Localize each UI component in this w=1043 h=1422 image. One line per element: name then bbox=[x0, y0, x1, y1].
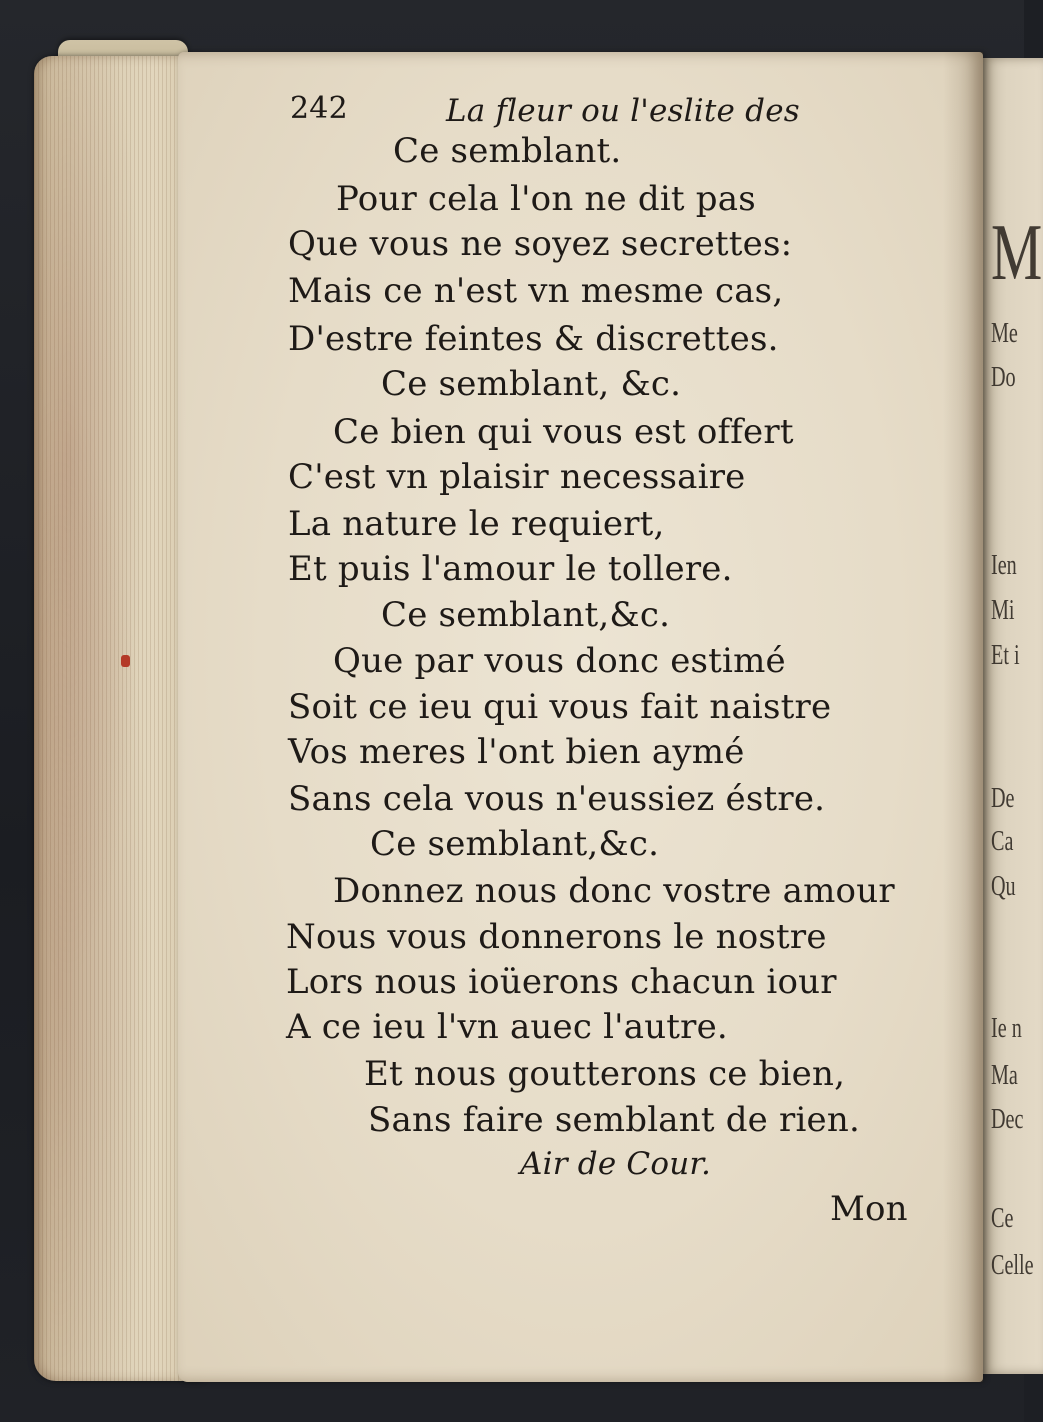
verse-line: Donnez nous donc vostre amour bbox=[333, 871, 895, 911]
book-page bbox=[178, 52, 983, 1382]
verse-line: Mais ce n'est vn mesme cas, bbox=[288, 271, 784, 311]
refrain-line: Ce semblant,&c. bbox=[370, 824, 660, 864]
gutter-shadow bbox=[943, 52, 983, 1382]
facing-page-fragment: Ie n bbox=[991, 1013, 1022, 1044]
facing-page-edge bbox=[983, 58, 1043, 1374]
facing-page-fragment: Dec bbox=[991, 1104, 1024, 1135]
facing-page-fragment: Ien bbox=[991, 550, 1017, 581]
facing-page-fragment: Ce bbox=[991, 1203, 1014, 1234]
verse-line: La nature le requiert, bbox=[288, 504, 665, 544]
verse-line: Ce semblant. bbox=[393, 131, 622, 171]
verse-line: C'est vn plaisir necessaire bbox=[288, 457, 746, 497]
facing-page-fragment: Celle bbox=[991, 1250, 1034, 1281]
refrain-line: Ce semblant,&c. bbox=[381, 595, 671, 635]
verse-line: A ce ieu l'vn auec l'autre. bbox=[286, 1007, 728, 1047]
facing-page-fragment: De bbox=[991, 783, 1015, 814]
catchword: Mon bbox=[830, 1189, 908, 1229]
verse-line: Vos meres l'ont bien aymé bbox=[288, 732, 745, 772]
verse-line: Et nous goutterons ce bien, bbox=[364, 1054, 846, 1094]
verse-line: Lors nous ioüerons chacun iour bbox=[286, 962, 837, 1002]
facing-page-fragment: Mi bbox=[991, 595, 1015, 626]
verse-line: Pour cela l'on ne dit pas bbox=[336, 179, 756, 219]
verse-line: Ce bien qui vous est offert bbox=[333, 412, 794, 452]
verse-line: Soit ce ieu qui vous fait naistre bbox=[288, 687, 832, 727]
facing-page-initial: M bbox=[991, 209, 1043, 297]
verse-line: Que par vous donc estimé bbox=[333, 641, 786, 681]
facing-page-fragment: Qu bbox=[991, 871, 1016, 902]
verse-line: Que vous ne soyez secrettes: bbox=[288, 224, 793, 264]
verse-line: D'estre feintes & discrettes. bbox=[288, 319, 779, 359]
facing-page-fragment: Ca bbox=[991, 826, 1014, 857]
verse-line: Et puis l'amour le tollere. bbox=[288, 549, 733, 589]
verse-line: Nous vous donnerons le nostre bbox=[286, 917, 827, 957]
facing-page-fragment: Ma bbox=[991, 1060, 1018, 1091]
refrain-line: Ce semblant, &c. bbox=[381, 364, 682, 404]
facing-page-fragment: Do bbox=[991, 362, 1016, 393]
page-number: 242 bbox=[290, 91, 348, 126]
verse-line: Sans cela vous n'eussiez éstre. bbox=[288, 779, 826, 819]
facing-page-fragment: Me bbox=[991, 318, 1018, 349]
section-heading: Air de Cour. bbox=[520, 1146, 712, 1182]
red-page-mark bbox=[121, 655, 130, 667]
running-title: La fleur ou l'eslite des bbox=[446, 93, 800, 129]
facing-page-fragment: Et i bbox=[991, 640, 1020, 671]
verse-line: Sans faire semblant de rien. bbox=[368, 1100, 860, 1140]
